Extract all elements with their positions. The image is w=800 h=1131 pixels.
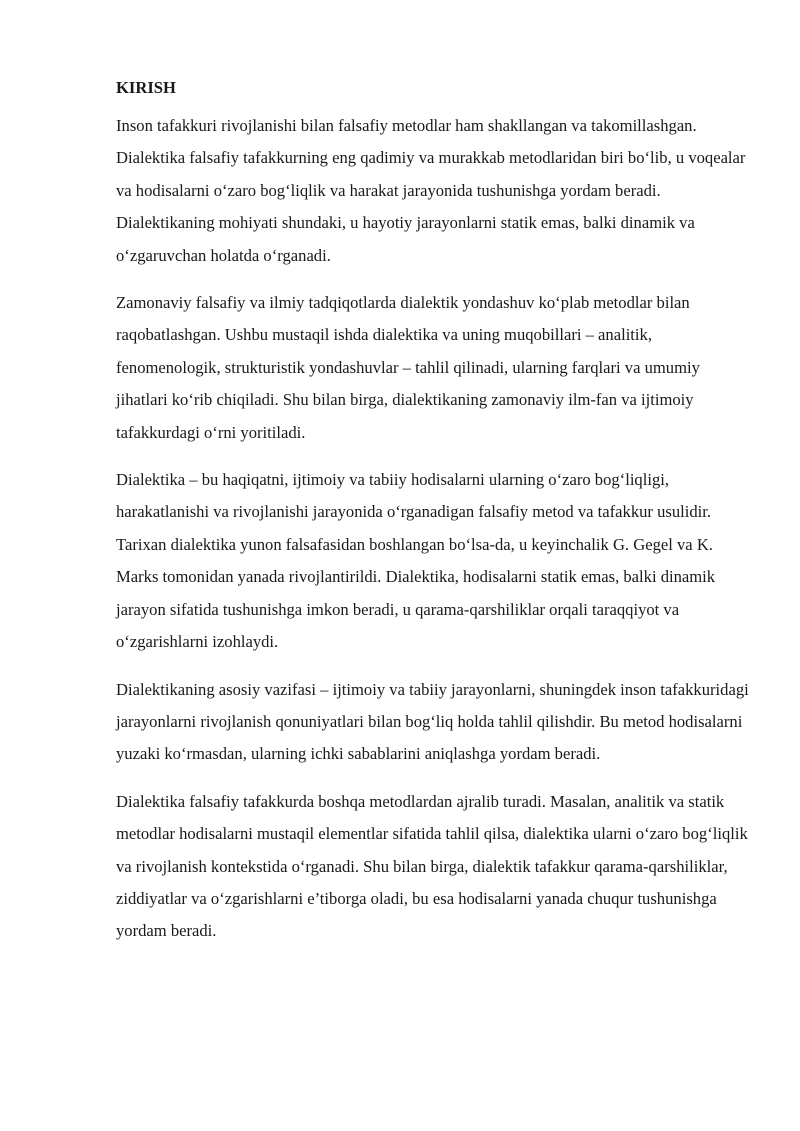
paragraph-1: Inson tafakkuri rivojlanishi bilan falsafiy metodlar ham shakllangan va takomillashgan. Dialektika falsafiy tafakkurning eng qadimiy va murakkab metodlaridan biri bo‘lib, u voqealar va hodisalarni o‘zaro bog‘liqlik va harakat jarayonida tushunishga yordam beradi. Dialektikaning mohiyati shundaki, u hayotiy jarayonlarni statik emas, balki dinamik va o‘zgaruvchan holatda o‘rganadi. — [116, 116, 746, 265]
paragraph-5: Dialektika falsafiy tafakkurda boshqa metodlardan ajralib turadi. Masalan, analitik va statik metodlar hodisalarni mustaqil elementlar sifatida tahlil qilsa, dialektika ularni o‘zaro bog‘liqlik va rivojlanish kontekstida o‘rganadi. Shu bilan birga, dialektik tafakkur qarama-qarshiliklar, ziddiyatlar va o‘zgarishlarni e’tiborga oladi, bu esa hodisalarni yanada chuqur tushunishga yordam beradi. — [116, 791, 748, 941]
paragraph-2: Zamonaviy falsafiy va ilmiy tadqiqotlarda dialektik yondashuv ko‘plab metodlar bilan raqobatlashgan. Ushbu mustaqil ishda dialektika va uning muqobillari – analitik, fenomenologik, strukturistik yondashuvlar – tahlil qilinadi, ularning farqlari va umumiy jihatlari ko‘rib chiqiladi. Shu bilan birga, dialektikaning zamonaviy ilm-fan va ijtimoiy tafakkurdagi o‘rni yoritiladi. — [116, 293, 700, 442]
document-page — [116, 74, 752, 963]
paragraph-3: Dialektika – bu haqiqatni, ijtimoiy va tabiiy hodisalarni ularning o‘zaro bog‘liqligi, harakatlanishi va rivojlanishi jarayonida o‘rganadigan falsafiy metod va tafakkur usulidir. Tarixan dialektika yunon falsafasidan boshlangan bo‘lsa-da, u keyinchalik G. Gegel va K. Marks tomonidan yanada rivojlantirildi. Dialektika, hodisalarni statik emas, balki dinamik jarayon sifatida tushunishga imkon beradi, u qarama-qarshiliklar orqali taraqqiyot va o‘zgarishlarni izohlaydi. — [116, 470, 716, 652]
section-heading: KIRISH — [116, 78, 176, 97]
paragraph-4: Dialektikaning asosiy vazifasi – ijtimoiy va tabiiy jarayonlarni, shuningdek inson tafakkuridagi jarayonlarni rivojlanish qonuniyatlari bilan bog‘liq holda tahlil qilishdir. Bu metod hodisalarni yuzaki ko‘rmasdan, ularning ichki sabablarini aniqlashga yordam beradi. — [116, 679, 749, 764]
